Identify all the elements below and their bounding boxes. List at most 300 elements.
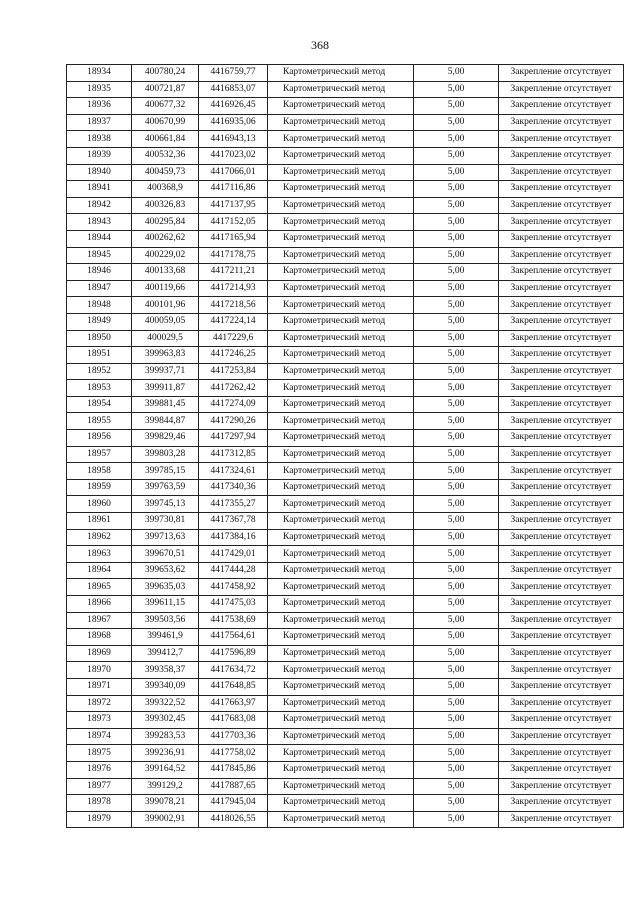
x-coordinate-cell: 399713,63 bbox=[132, 529, 199, 546]
accuracy-cell: 5,00 bbox=[414, 147, 499, 164]
fixation-cell: Закрепление отсутствует bbox=[499, 513, 624, 530]
x-coordinate-cell: 400059,05 bbox=[132, 313, 199, 330]
x-coordinate-cell: 400780,24 bbox=[132, 65, 199, 82]
accuracy-cell: 5,00 bbox=[414, 347, 499, 364]
method-cell: Картометрический метод bbox=[268, 446, 414, 463]
table-row bbox=[67, 662, 624, 679]
x-coordinate-cell: 399763,59 bbox=[132, 479, 199, 496]
table-row bbox=[67, 612, 624, 629]
x-coordinate-cell: 399881,45 bbox=[132, 396, 199, 413]
point-number-cell: 18934 bbox=[67, 65, 132, 82]
method-cell: Картометрический метод bbox=[268, 496, 414, 513]
table-row bbox=[67, 147, 624, 164]
method-cell: Картометрический метод bbox=[268, 280, 414, 297]
y-coordinate-cell: 4417218,56 bbox=[199, 297, 268, 314]
fixation-cell: Закрепление отсутствует bbox=[499, 280, 624, 297]
x-coordinate-cell: 399803,28 bbox=[132, 446, 199, 463]
point-number-cell: 18961 bbox=[67, 513, 132, 530]
accuracy-cell: 5,00 bbox=[414, 629, 499, 646]
x-coordinate-cell: 399283,53 bbox=[132, 728, 199, 745]
method-cell: Картометрический метод bbox=[268, 629, 414, 646]
table-row bbox=[67, 230, 624, 247]
fixation-cell: Закрепление отсутствует bbox=[499, 230, 624, 247]
x-coordinate-cell: 400661,84 bbox=[132, 131, 199, 148]
x-coordinate-cell: 399322,52 bbox=[132, 695, 199, 712]
method-cell: Картометрический метод bbox=[268, 645, 414, 662]
x-coordinate-cell: 399461,9 bbox=[132, 629, 199, 646]
y-coordinate-cell: 4417538,69 bbox=[199, 612, 268, 629]
y-coordinate-cell: 4417246,25 bbox=[199, 347, 268, 364]
method-cell: Картометрический метод bbox=[268, 297, 414, 314]
x-coordinate-cell: 399829,46 bbox=[132, 430, 199, 447]
point-number-cell: 18956 bbox=[67, 430, 132, 447]
table-row bbox=[67, 98, 624, 115]
point-number-cell: 18966 bbox=[67, 596, 132, 613]
accuracy-cell: 5,00 bbox=[414, 695, 499, 712]
method-cell: Картометрический метод bbox=[268, 81, 414, 98]
point-number-cell: 18945 bbox=[67, 247, 132, 264]
table-row bbox=[67, 181, 624, 198]
y-coordinate-cell: 4417429,01 bbox=[199, 546, 268, 563]
accuracy-cell: 5,00 bbox=[414, 430, 499, 447]
method-cell: Картометрический метод bbox=[268, 313, 414, 330]
point-number-cell: 18944 bbox=[67, 230, 132, 247]
table-row bbox=[67, 131, 624, 148]
table-row bbox=[67, 811, 624, 828]
table-row bbox=[67, 629, 624, 646]
x-coordinate-cell: 400262,62 bbox=[132, 230, 199, 247]
table-row bbox=[67, 396, 624, 413]
method-cell: Картометрический метод bbox=[268, 761, 414, 778]
y-coordinate-cell: 4417214,93 bbox=[199, 280, 268, 297]
x-coordinate-cell: 399653,62 bbox=[132, 562, 199, 579]
fixation-cell: Закрепление отсутствует bbox=[499, 413, 624, 430]
x-coordinate-cell: 400532,36 bbox=[132, 147, 199, 164]
y-coordinate-cell: 4416935,06 bbox=[199, 114, 268, 131]
accuracy-cell: 5,00 bbox=[414, 678, 499, 695]
method-cell: Картометрический метод bbox=[268, 131, 414, 148]
point-number-cell: 18968 bbox=[67, 629, 132, 646]
accuracy-cell: 5,00 bbox=[414, 463, 499, 480]
point-number-cell: 18951 bbox=[67, 347, 132, 364]
fixation-cell: Закрепление отсутствует bbox=[499, 712, 624, 729]
table-row bbox=[67, 529, 624, 546]
table-row bbox=[67, 513, 624, 530]
fixation-cell: Закрепление отсутствует bbox=[499, 147, 624, 164]
y-coordinate-cell: 4417683,08 bbox=[199, 712, 268, 729]
method-cell: Картометрический метод bbox=[268, 181, 414, 198]
method-cell: Картометрический метод bbox=[268, 380, 414, 397]
accuracy-cell: 5,00 bbox=[414, 662, 499, 679]
y-coordinate-cell: 4417458,92 bbox=[199, 579, 268, 596]
fixation-cell: Закрепление отсутствует bbox=[499, 430, 624, 447]
fixation-cell: Закрепление отсутствует bbox=[499, 114, 624, 131]
fixation-cell: Закрепление отсутствует bbox=[499, 562, 624, 579]
point-number-cell: 18949 bbox=[67, 313, 132, 330]
fixation-cell: Закрепление отсутствует bbox=[499, 380, 624, 397]
method-cell: Картометрический метод bbox=[268, 529, 414, 546]
fixation-cell: Закрепление отсутствует bbox=[499, 297, 624, 314]
x-coordinate-cell: 399670,51 bbox=[132, 546, 199, 563]
method-cell: Картометрический метод bbox=[268, 147, 414, 164]
method-cell: Картометрический метод bbox=[268, 430, 414, 447]
x-coordinate-cell: 400101,96 bbox=[132, 297, 199, 314]
method-cell: Картометрический метод bbox=[268, 596, 414, 613]
y-coordinate-cell: 4417178,75 bbox=[199, 247, 268, 264]
accuracy-cell: 5,00 bbox=[414, 164, 499, 181]
fixation-cell: Закрепление отсутствует bbox=[499, 313, 624, 330]
accuracy-cell: 5,00 bbox=[414, 380, 499, 397]
method-cell: Картометрический метод bbox=[268, 712, 414, 729]
fixation-cell: Закрепление отсутствует bbox=[499, 264, 624, 281]
method-cell: Картометрический метод bbox=[268, 396, 414, 413]
point-number-cell: 18970 bbox=[67, 662, 132, 679]
accuracy-cell: 5,00 bbox=[414, 562, 499, 579]
point-number-cell: 18942 bbox=[67, 197, 132, 214]
y-coordinate-cell: 4417152,05 bbox=[199, 214, 268, 231]
accuracy-cell: 5,00 bbox=[414, 612, 499, 629]
x-coordinate-cell: 399611,15 bbox=[132, 596, 199, 613]
accuracy-cell: 5,00 bbox=[414, 247, 499, 264]
fixation-cell: Закрепление отсутствует bbox=[499, 247, 624, 264]
table-row bbox=[67, 347, 624, 364]
fixation-cell: Закрепление отсутствует bbox=[499, 131, 624, 148]
point-number-cell: 18953 bbox=[67, 380, 132, 397]
point-number-cell: 18975 bbox=[67, 745, 132, 762]
accuracy-cell: 5,00 bbox=[414, 330, 499, 347]
table-row bbox=[67, 81, 624, 98]
x-coordinate-cell: 399164,52 bbox=[132, 761, 199, 778]
accuracy-cell: 5,00 bbox=[414, 297, 499, 314]
table-row bbox=[67, 280, 624, 297]
y-coordinate-cell: 4417262,42 bbox=[199, 380, 268, 397]
method-cell: Картометрический метод bbox=[268, 513, 414, 530]
method-cell: Картометрический метод bbox=[268, 612, 414, 629]
method-cell: Картометрический метод bbox=[268, 197, 414, 214]
method-cell: Картометрический метод bbox=[268, 264, 414, 281]
table-row bbox=[67, 214, 624, 231]
x-coordinate-cell: 400295,84 bbox=[132, 214, 199, 231]
point-number-cell: 18971 bbox=[67, 678, 132, 695]
y-coordinate-cell: 4417312,85 bbox=[199, 446, 268, 463]
point-number-cell: 18948 bbox=[67, 297, 132, 314]
x-coordinate-cell: 399785,15 bbox=[132, 463, 199, 480]
fixation-cell: Закрепление отсутствует bbox=[499, 546, 624, 563]
y-coordinate-cell: 4417355,27 bbox=[199, 496, 268, 513]
table-row bbox=[67, 778, 624, 795]
y-coordinate-cell: 4417384,16 bbox=[199, 529, 268, 546]
fixation-cell: Закрепление отсутствует bbox=[499, 479, 624, 496]
table-row bbox=[67, 645, 624, 662]
fixation-cell: Закрепление отсутствует bbox=[499, 645, 624, 662]
table-row bbox=[67, 446, 624, 463]
x-coordinate-cell: 399730,81 bbox=[132, 513, 199, 530]
x-coordinate-cell: 400229,02 bbox=[132, 247, 199, 264]
method-cell: Картометрический метод bbox=[268, 678, 414, 695]
y-coordinate-cell: 4417475,03 bbox=[199, 596, 268, 613]
accuracy-cell: 5,00 bbox=[414, 65, 499, 82]
fixation-cell: Закрепление отсутствует bbox=[499, 728, 624, 745]
point-number-cell: 18967 bbox=[67, 612, 132, 629]
x-coordinate-cell: 399236,91 bbox=[132, 745, 199, 762]
y-coordinate-cell: 4417297,94 bbox=[199, 430, 268, 447]
accuracy-cell: 5,00 bbox=[414, 795, 499, 812]
point-number-cell: 18939 bbox=[67, 147, 132, 164]
point-number-cell: 18960 bbox=[67, 496, 132, 513]
y-coordinate-cell: 4417703,36 bbox=[199, 728, 268, 745]
accuracy-cell: 5,00 bbox=[414, 513, 499, 530]
y-coordinate-cell: 4416943,13 bbox=[199, 131, 268, 148]
accuracy-cell: 5,00 bbox=[414, 197, 499, 214]
fixation-cell: Закрепление отсутствует bbox=[499, 761, 624, 778]
fixation-cell: Закрепление отсутствует bbox=[499, 529, 624, 546]
table-row bbox=[67, 795, 624, 812]
fixation-cell: Закрепление отсутствует bbox=[499, 214, 624, 231]
accuracy-cell: 5,00 bbox=[414, 645, 499, 662]
x-coordinate-cell: 399745,13 bbox=[132, 496, 199, 513]
point-number-cell: 18962 bbox=[67, 529, 132, 546]
x-coordinate-cell: 399503,56 bbox=[132, 612, 199, 629]
fixation-cell: Закрепление отсутствует bbox=[499, 795, 624, 812]
method-cell: Картометрический метод bbox=[268, 330, 414, 347]
point-number-cell: 18957 bbox=[67, 446, 132, 463]
y-coordinate-cell: 4417229,6 bbox=[199, 330, 268, 347]
point-number-cell: 18952 bbox=[67, 363, 132, 380]
accuracy-cell: 5,00 bbox=[414, 181, 499, 198]
y-coordinate-cell: 4417564,61 bbox=[199, 629, 268, 646]
point-number-cell: 18938 bbox=[67, 131, 132, 148]
x-coordinate-cell: 400459,73 bbox=[132, 164, 199, 181]
method-cell: Картометрический метод bbox=[268, 413, 414, 430]
accuracy-cell: 5,00 bbox=[414, 363, 499, 380]
fixation-cell: Закрепление отсутствует bbox=[499, 65, 624, 82]
y-coordinate-cell: 4417165,94 bbox=[199, 230, 268, 247]
fixation-cell: Закрепление отсутствует bbox=[499, 629, 624, 646]
y-coordinate-cell: 4417324,61 bbox=[199, 463, 268, 480]
y-coordinate-cell: 4417634,72 bbox=[199, 662, 268, 679]
point-number-cell: 18978 bbox=[67, 795, 132, 812]
point-number-cell: 18969 bbox=[67, 645, 132, 662]
y-coordinate-cell: 4417224,14 bbox=[199, 313, 268, 330]
accuracy-cell: 5,00 bbox=[414, 280, 499, 297]
y-coordinate-cell: 4416759,77 bbox=[199, 65, 268, 82]
table-row bbox=[67, 596, 624, 613]
fixation-cell: Закрепление отсутствует bbox=[499, 197, 624, 214]
table-row bbox=[67, 745, 624, 762]
page-number: 368 bbox=[311, 38, 329, 52]
method-cell: Картометрический метод bbox=[268, 247, 414, 264]
point-number-cell: 18979 bbox=[67, 811, 132, 828]
y-coordinate-cell: 4417887,65 bbox=[199, 778, 268, 795]
x-coordinate-cell: 400133,68 bbox=[132, 264, 199, 281]
table-row bbox=[67, 330, 624, 347]
method-cell: Картометрический метод bbox=[268, 363, 414, 380]
y-coordinate-cell: 4416926,45 bbox=[199, 98, 268, 115]
point-number-cell: 18940 bbox=[67, 164, 132, 181]
y-coordinate-cell: 4417758,02 bbox=[199, 745, 268, 762]
point-number-cell: 18946 bbox=[67, 264, 132, 281]
accuracy-cell: 5,00 bbox=[414, 728, 499, 745]
method-cell: Картометрический метод bbox=[268, 778, 414, 795]
method-cell: Картометрический метод bbox=[268, 745, 414, 762]
x-coordinate-cell: 400670,99 bbox=[132, 114, 199, 131]
method-cell: Картометрический метод bbox=[268, 728, 414, 745]
method-cell: Картометрический метод bbox=[268, 695, 414, 712]
x-coordinate-cell: 399078,21 bbox=[132, 795, 199, 812]
method-cell: Картометрический метод bbox=[268, 65, 414, 82]
table-row bbox=[67, 164, 624, 181]
point-number-cell: 18936 bbox=[67, 98, 132, 115]
x-coordinate-cell: 399635,03 bbox=[132, 579, 199, 596]
y-coordinate-cell: 4417648,85 bbox=[199, 678, 268, 695]
method-cell: Картометрический метод bbox=[268, 562, 414, 579]
point-number-cell: 18964 bbox=[67, 562, 132, 579]
accuracy-cell: 5,00 bbox=[414, 214, 499, 231]
accuracy-cell: 5,00 bbox=[414, 114, 499, 131]
point-number-cell: 18935 bbox=[67, 81, 132, 98]
y-coordinate-cell: 4416853,07 bbox=[199, 81, 268, 98]
method-cell: Картометрический метод bbox=[268, 479, 414, 496]
accuracy-cell: 5,00 bbox=[414, 745, 499, 762]
table-row bbox=[67, 728, 624, 745]
table-row bbox=[67, 761, 624, 778]
table-row bbox=[67, 579, 624, 596]
fixation-cell: Закрепление отсутствует bbox=[499, 811, 624, 828]
fixation-cell: Закрепление отсутствует bbox=[499, 778, 624, 795]
accuracy-cell: 5,00 bbox=[414, 761, 499, 778]
x-coordinate-cell: 400029,5 bbox=[132, 330, 199, 347]
y-coordinate-cell: 4417663,97 bbox=[199, 695, 268, 712]
accuracy-cell: 5,00 bbox=[414, 264, 499, 281]
y-coordinate-cell: 4417367,78 bbox=[199, 513, 268, 530]
y-coordinate-cell: 4417211,21 bbox=[199, 264, 268, 281]
point-number-cell: 18973 bbox=[67, 712, 132, 729]
accuracy-cell: 5,00 bbox=[414, 396, 499, 413]
point-number-cell: 18937 bbox=[67, 114, 132, 131]
method-cell: Картометрический метод bbox=[268, 230, 414, 247]
y-coordinate-cell: 4417023,02 bbox=[199, 147, 268, 164]
point-number-cell: 18976 bbox=[67, 761, 132, 778]
fixation-cell: Закрепление отсутствует bbox=[499, 463, 624, 480]
table-row bbox=[67, 546, 624, 563]
fixation-cell: Закрепление отсутствует bbox=[499, 164, 624, 181]
y-coordinate-cell: 4417444,28 bbox=[199, 562, 268, 579]
y-coordinate-cell: 4417116,86 bbox=[199, 181, 268, 198]
table-row bbox=[67, 380, 624, 397]
fixation-cell: Закрепление отсутствует bbox=[499, 181, 624, 198]
table-row bbox=[67, 463, 624, 480]
table-row bbox=[67, 247, 624, 264]
y-coordinate-cell: 4417845,86 bbox=[199, 761, 268, 778]
accuracy-cell: 5,00 bbox=[414, 496, 499, 513]
x-coordinate-cell: 399358,37 bbox=[132, 662, 199, 679]
accuracy-cell: 5,00 bbox=[414, 413, 499, 430]
accuracy-cell: 5,00 bbox=[414, 579, 499, 596]
table-row bbox=[67, 65, 624, 82]
y-coordinate-cell: 4417290,26 bbox=[199, 413, 268, 430]
method-cell: Картометрический метод bbox=[268, 164, 414, 181]
accuracy-cell: 5,00 bbox=[414, 81, 499, 98]
fixation-cell: Закрепление отсутствует bbox=[499, 678, 624, 695]
table-row bbox=[67, 712, 624, 729]
x-coordinate-cell: 399911,87 bbox=[132, 380, 199, 397]
y-coordinate-cell: 4417945,04 bbox=[199, 795, 268, 812]
table-row bbox=[67, 313, 624, 330]
fixation-cell: Закрепление отсутствует bbox=[499, 98, 624, 115]
y-coordinate-cell: 4417066,01 bbox=[199, 164, 268, 181]
table-row bbox=[67, 496, 624, 513]
method-cell: Картометрический метод bbox=[268, 579, 414, 596]
accuracy-cell: 5,00 bbox=[414, 811, 499, 828]
y-coordinate-cell: 4417253,84 bbox=[199, 363, 268, 380]
method-cell: Картометрический метод bbox=[268, 662, 414, 679]
fixation-cell: Закрепление отсутствует bbox=[499, 745, 624, 762]
accuracy-cell: 5,00 bbox=[414, 131, 499, 148]
x-coordinate-cell: 399844,87 bbox=[132, 413, 199, 430]
x-coordinate-cell: 399340,09 bbox=[132, 678, 199, 695]
table-row bbox=[67, 264, 624, 281]
y-coordinate-cell: 4418026,55 bbox=[199, 811, 268, 828]
point-number-cell: 18954 bbox=[67, 396, 132, 413]
method-cell: Картометрический метод bbox=[268, 114, 414, 131]
accuracy-cell: 5,00 bbox=[414, 446, 499, 463]
method-cell: Картометрический метод bbox=[268, 98, 414, 115]
point-number-cell: 18959 bbox=[67, 479, 132, 496]
fixation-cell: Закрепление отсутствует bbox=[499, 596, 624, 613]
table-row bbox=[67, 114, 624, 131]
fixation-cell: Закрепление отсутствует bbox=[499, 396, 624, 413]
method-cell: Картометрический метод bbox=[268, 347, 414, 364]
method-cell: Картометрический метод bbox=[268, 795, 414, 812]
accuracy-cell: 5,00 bbox=[414, 230, 499, 247]
table-row bbox=[67, 363, 624, 380]
x-coordinate-cell: 399302,45 bbox=[132, 712, 199, 729]
y-coordinate-cell: 4417137,95 bbox=[199, 197, 268, 214]
y-coordinate-cell: 4417340,36 bbox=[199, 479, 268, 496]
table-row bbox=[67, 297, 624, 314]
x-coordinate-cell: 399412,7 bbox=[132, 645, 199, 662]
y-coordinate-cell: 4417274,09 bbox=[199, 396, 268, 413]
accuracy-cell: 5,00 bbox=[414, 313, 499, 330]
table-row bbox=[67, 479, 624, 496]
accuracy-cell: 5,00 bbox=[414, 546, 499, 563]
point-number-cell: 18963 bbox=[67, 546, 132, 563]
point-number-cell: 18950 bbox=[67, 330, 132, 347]
accuracy-cell: 5,00 bbox=[414, 778, 499, 795]
point-number-cell: 18943 bbox=[67, 214, 132, 231]
method-cell: Картометрический метод bbox=[268, 546, 414, 563]
table-row bbox=[67, 413, 624, 430]
point-number-cell: 18977 bbox=[67, 778, 132, 795]
accuracy-cell: 5,00 bbox=[414, 479, 499, 496]
x-coordinate-cell: 400119,66 bbox=[132, 280, 199, 297]
method-cell: Картометрический метод bbox=[268, 214, 414, 231]
x-coordinate-cell: 399129,2 bbox=[132, 778, 199, 795]
fixation-cell: Закрепление отсутствует bbox=[499, 330, 624, 347]
point-number-cell: 18958 bbox=[67, 463, 132, 480]
fixation-cell: Закрепление отсутствует bbox=[499, 662, 624, 679]
accuracy-cell: 5,00 bbox=[414, 712, 499, 729]
point-number-cell: 18972 bbox=[67, 695, 132, 712]
point-number-cell: 18947 bbox=[67, 280, 132, 297]
x-coordinate-cell: 400326,83 bbox=[132, 197, 199, 214]
accuracy-cell: 5,00 bbox=[414, 596, 499, 613]
point-number-cell: 18955 bbox=[67, 413, 132, 430]
x-coordinate-cell: 400677,32 bbox=[132, 98, 199, 115]
method-cell: Картометрический метод bbox=[268, 811, 414, 828]
method-cell: Картометрический метод bbox=[268, 463, 414, 480]
point-number-cell: 18974 bbox=[67, 728, 132, 745]
